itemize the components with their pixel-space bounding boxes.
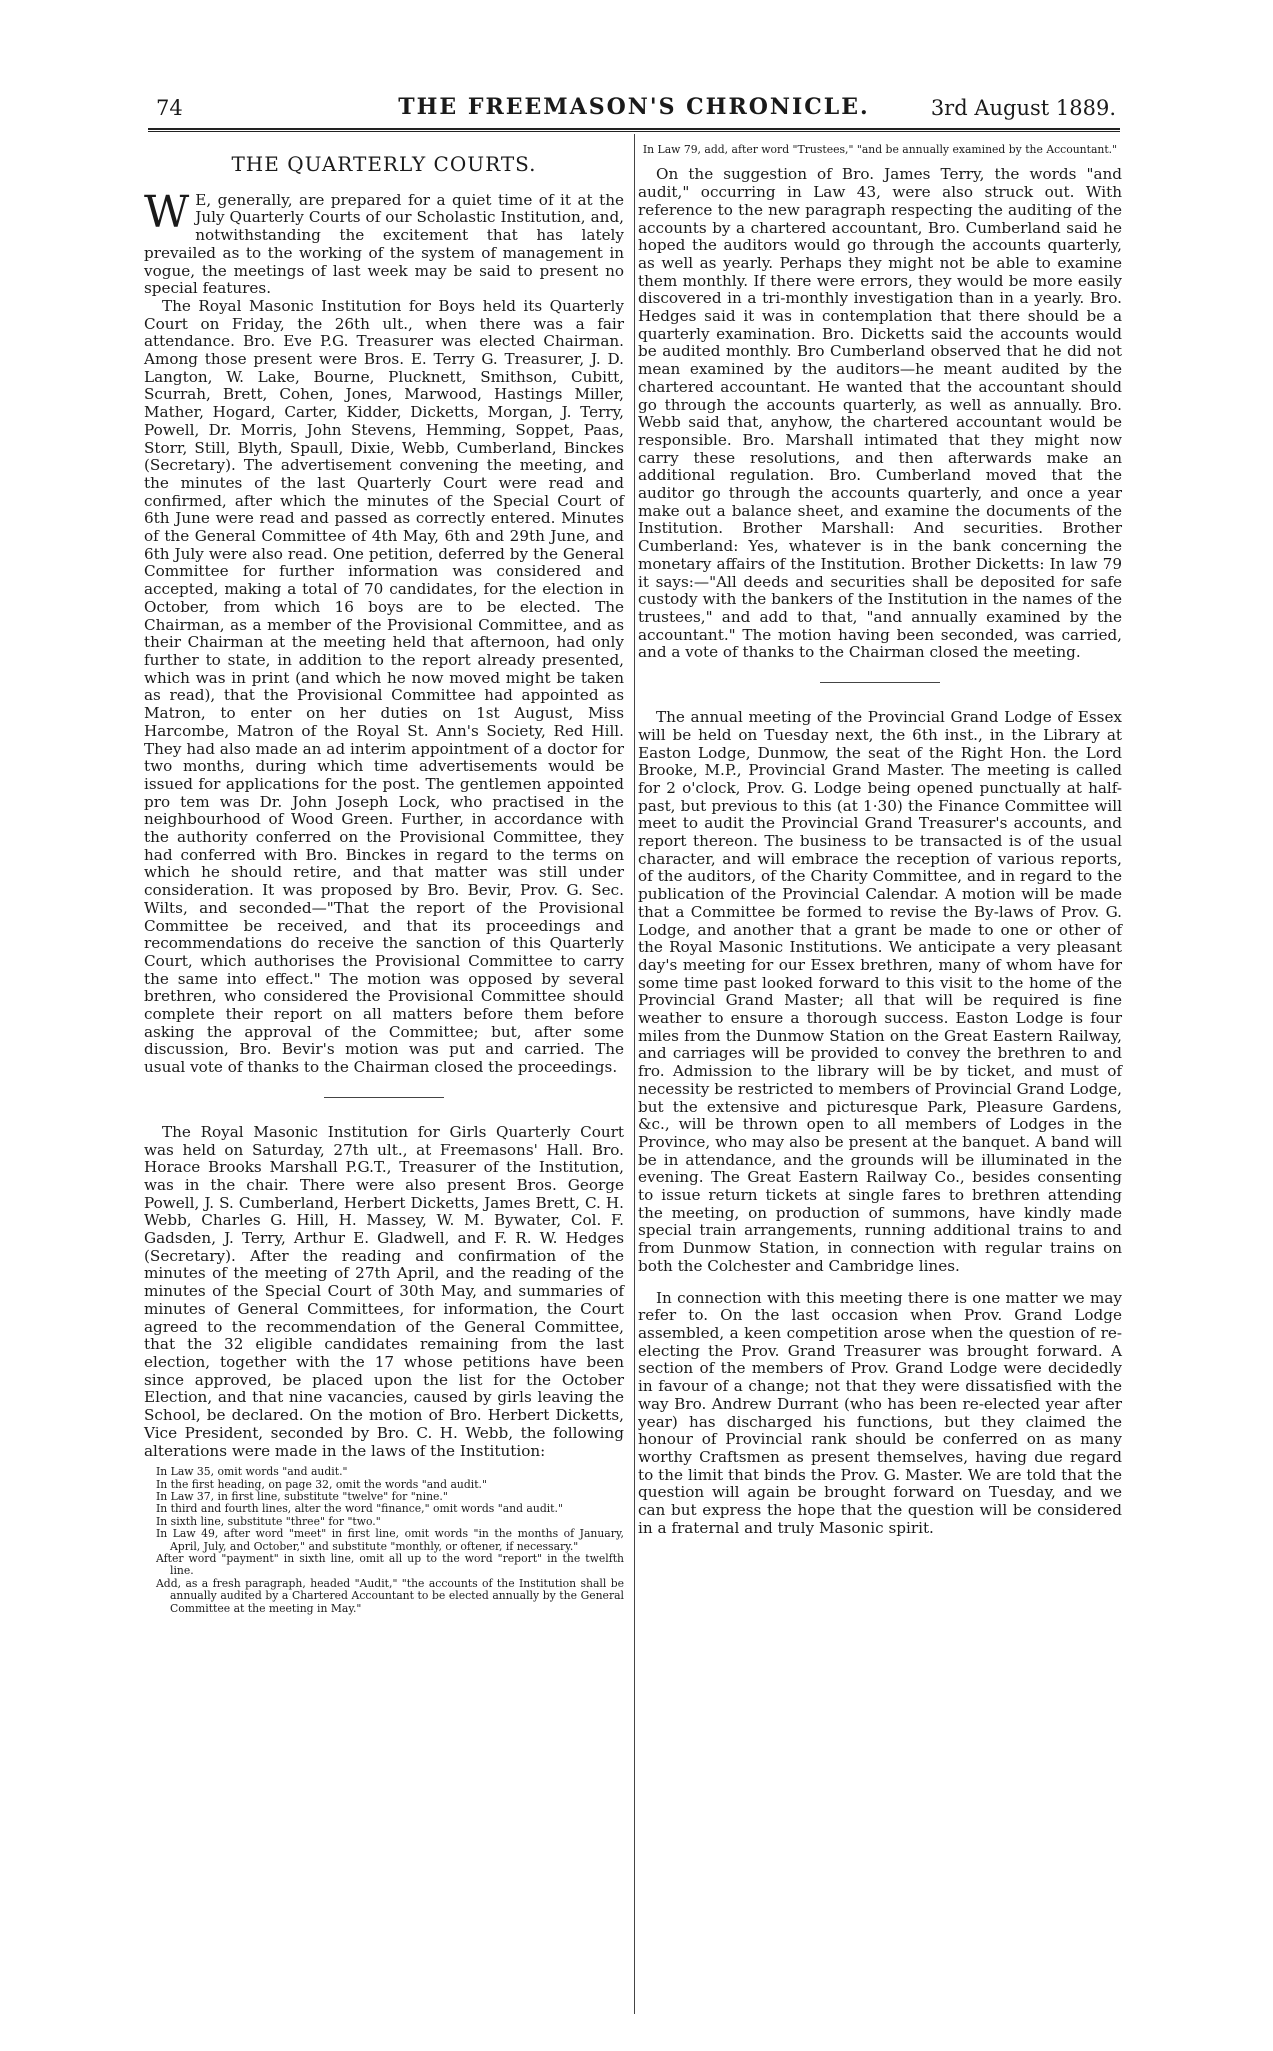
law-item: In Law 35, omit words "and audit." bbox=[156, 1465, 348, 1479]
paragraph-girls-court: The Royal Masonic Institution for Girls Quarterly Court was held on Saturday, 27th ult., at Freemasons' Hall. Bro. Horace Brooks Marshall P.G.T., Treasurer of the Institution, was in the chair. There were also present Bros. George Powell, J. S. Cumberland, Herbert Dicketts, James Brett, C. H. Webb, Charles G. Hill, H. Massey, W. M. Bywater, Col. F. Gadsden, J. Terry, Arthur E. Gladwell, and F. R. W. Hedges (Secretary). After the reading and confirmation of the minutes of the meeting of 27th April, and the reading of the minutes of the Special Court of 30th May, and summaries of minutes of General Committees, for information, the Court agreed to the recommendation of the General Committee, that the 32 eligible candidates remaining from the last election, together with the 17 whose petitions have been since approved, be placed upon the list for the October Election, and that nine vacancies, caused by girls leaving the School, be declared. On the motion of Bro. Herbert Dicketts, Vice President, seconded by Bro. C. H. Webb, the following alterations were made in the laws of the Institution: bbox=[144, 1122, 624, 1460]
masthead-title: THE FREEMASON'S CHRONICLE. bbox=[398, 94, 870, 120]
page-header bbox=[148, 92, 1120, 128]
right-column bbox=[638, 140, 1122, 1537]
law-item: In sixth line, substitute "three" for "two." bbox=[156, 1514, 381, 1528]
header-rule-thin bbox=[148, 131, 1120, 132]
paragraph-essex-meeting: The annual meeting of the Provincial Grand Lodge of Essex will be held on Tuesday next, the 6th inst., in the Library at Easton Lodge, Dunmow, the seat of the Right Hon. the Lord Brooke, M.P., Provincial Grand Master. The meeting is called for 2 o'clock, Prov. G. Lodge being opened punctually at half-past, but previous to this (at 1·30) the Finance Committee will meet to audit the Provincial Grand Treasurer's accounts, and report thereon. The business to be transacted is of the usual character, and will embrace the reception of various reports, of the auditors, of the Charity Committee, and in regard to the publication of the Provincial Calendar. A motion will be made that a Committee be formed to revise the By-laws of Prov. G. Lodge, and another that a grant be made to one or other of the Royal Masonic Institutions. We anticipate a very pleasant day's meeting for our Essex brethren, many of whom have for some time past looked forward to this visit to the home of the Provincial Grand Master; all that will be required is fine weather to ensure a thorough success. Easton Lodge is four miles from the Dunmow Station on the Great Eastern Railway, and carriages will be provided to convey the brethren to and fro. Admission to the library will be by ticket, and must of necessity be restricted to members of Provincial Grand Lodge, but the extensive and picturesque Park, Pleasure Gardens, &c., will be thrown open to all members of Lodges in the Province, who may also be present at the banquet. A band will be in attendance, and the grounds will be illuminated in the evening. The Great Eastern Railway Co., besides consenting to issue return tickets at single fares to brethren attending the meeting, on production of summons, have kindly made special train arrangements, running additional trains to and from Dunmow Station, in connection with regular trains on both the Colchester and Cambridge lines. bbox=[638, 708, 1122, 1275]
paragraph-intro bbox=[144, 186, 624, 298]
law-alterations-list bbox=[156, 1466, 624, 1615]
intro-text: E, generally, are prepared for a quiet time of it at the July Quarterly Courts of our Scholastic Institution, and, notwithstanding the excitement that has lately prevailed as to the working of the system of management in vogue, the meetings of last week may be said to present no special features. bbox=[144, 190, 624, 298]
law-item: In Law 37, in first line, substitute "twelve" for "nine." bbox=[156, 1490, 448, 1504]
header-rule bbox=[148, 128, 1120, 130]
law-item: In Law 49, after word "meet" in first line, omit words "in the months of January, April, July, and October," and substitute "monthly, or oftener, if necessary." bbox=[156, 1527, 624, 1553]
law-item: Add, as a fresh paragraph, headed "Audit," "the accounts of the Institution shall be annually audited by a Chartered Accountant to be elected annually by the General Committee at the meeting in May." bbox=[156, 1576, 624, 1615]
paragraph-audit-discussion: On the suggestion of Bro. James Terry, the words "and audit," occurring in Law 43, were also struck out. With reference to the new paragraph respecting the auditing of the accounts by a chartered accountant, Bro. Cumberland said he hoped the auditors would go through the accounts quarterly, as well as yearly. Perhaps they might not be able to examine them monthly. If there were errors, they would be more easily discovered in a tri-monthly investigation than in a yearly. Bro. Hedges said it was in contemplation that there should be a quarterly examination. Bro. Dicketts said the accounts would be audited monthly. Bro Cumberland observed that he did not mean examined by the auditors—he meant audited by the chartered accountant. He wanted that the accountant should go through the accounts quarterly, as well as annually. Bro. Webb said that, anyhow, the chartered accountant would be responsible. Bro. Marshall intimated that they might now carry these resolutions, and then afterwards make an additional regulation. Bro. Cumberland moved that the auditor go through the accounts quarterly, and once a year make out a balance sheet, and examine the documents of the Institution. Brother Marshall: And securities. Brother Cumberland: Yes, whatever is in the bank concerning the monetary affairs of the Institution. Brother Dicketts: In law 79 it says:—"All deeds and securities shall be deposited for safe custody with the bankers of the Institution in the names of the trustees," and add to that, "and annually examined by the accountant." The motion having been seconded, was carried, and a vote of thanks to the Chairman closed the meeting. bbox=[638, 165, 1122, 662]
page-number: 74 bbox=[156, 96, 183, 120]
paragraph-treasurer-question: In connection with this meeting there is one matter we may refer to. On the last occasion when Prov. Grand Lodge assembled, a keen competition arose when the question of re-electing the Prov. Grand Treasurer was brought forward. A section of the members of Prov. Grand Lodge were decidedly in favour of a change; not that they were dissatisfied with the way Bro. Andrew Durrant (who has been re-elected year after year) has discharged his functions, but they claimed the honour of Provincial rank should be conferred on as many worthy Craftsmen as present themselves, having due regard to the limit that binds the Prov. G. Master. We are told that the question will again be brought forward on Tuesday, and we can but express the hope that the question will be considered in a fraternal and truly Masonic spirit. bbox=[638, 1288, 1122, 1537]
article-title: THE QUARTERLY COURTS. bbox=[231, 152, 537, 176]
law-item: In third and fourth lines, alter the word "finance," omit words "and audit." bbox=[156, 1502, 563, 1516]
section-separator bbox=[820, 682, 940, 683]
law-item: In the first heading, on page 32, omit the words "and audit." bbox=[156, 1477, 487, 1491]
drop-cap: W bbox=[144, 186, 190, 238]
law-continuation: In Law 79, add, after word "Trustees," "and be annually examined by the Accountant." bbox=[642, 143, 1118, 156]
law-item: After word "payment" in sixth line, omit all up to the word "report" in the twelfth line. bbox=[156, 1552, 624, 1578]
section-separator bbox=[324, 1097, 444, 1098]
left-column bbox=[144, 140, 624, 1615]
issue-date: 3rd August 1889. bbox=[930, 96, 1116, 120]
paragraph-boys-court: The Royal Masonic Institution for Boys held its Quarterly Court on Friday, the 26th ult., when there was a fair attendance. Bro. Eve P.G. Treasurer was elected Chairman. Among those present were Bros. E. Terry G. Treasurer, J. D. Langton, W. Lake, Bourne, Plucknett, Smithson, Cubitt, Scurrah, Brett, Cohen, Jones, Marwood, Hastings Miller, Mather, Hogard, Carter, Kidder, Dicketts, Morgan, J. Terry, Powell, Dr. Morris, John Stevens, Hemming, Soppet, Paas, Storr, Still, Blyth, Spaull, Dixie, Webb, Cumberland, Binckes (Secretary). The advertisement convening the meeting, and the minutes of the last Quarterly Court were read and confirmed, after which the minutes of the Special Court of 6th June were read and passed as correctly entered. Minutes of the General Committee of 4th May, 6th and 29th June, and 6th July were also read. One petition, deferred by the General Committee for further information was considered and accepted, making a total of 70 candidates, for the election in October, from which 16 boys are to be elected. The Chairman, as a member of the Provisional Committee, and as their Chairman at the meeting held that afternoon, had only further to state, in addition to the report already presented, which was in print (and which he now moved might be taken as read), that the Provisional Committee had appointed as Matron, to enter on her duties on 1st August, Miss Harcombe, Matron of the Royal St. Ann's Society, Red Hill. They had also made an ad interim appointment of a doctor for two months, during which time advertisements would be issued for applications for the post. The gentlemen appointed pro tem was Dr. John Joseph Lock, who practised in the neighbourhood of Wood Green. Further, in accordance with the authority conferred on the Provisional Committee, they had conferred with Bro. Binckes in regard to the terms on which he should retire, and that matter was still under consideration. It was proposed by Bro. Bevir, Prov. G. Sec. Wilts, and seconded—"That the report of the Provisional Committee be received, and that its proceedings and recommendations do receive the sanction of this Quarterly Court, which authorises the Provisional Committee to carry the same into effect." The motion was opposed by several brethren, who considered the Provisional Committee should complete their report on all matters before them before asking the approval of the Committee; but, after some discussion, Bro. Bevir's motion was put and carried. The usual vote of thanks to the Chairman closed the proceedings. bbox=[144, 296, 624, 1077]
column-divider bbox=[634, 134, 635, 2014]
